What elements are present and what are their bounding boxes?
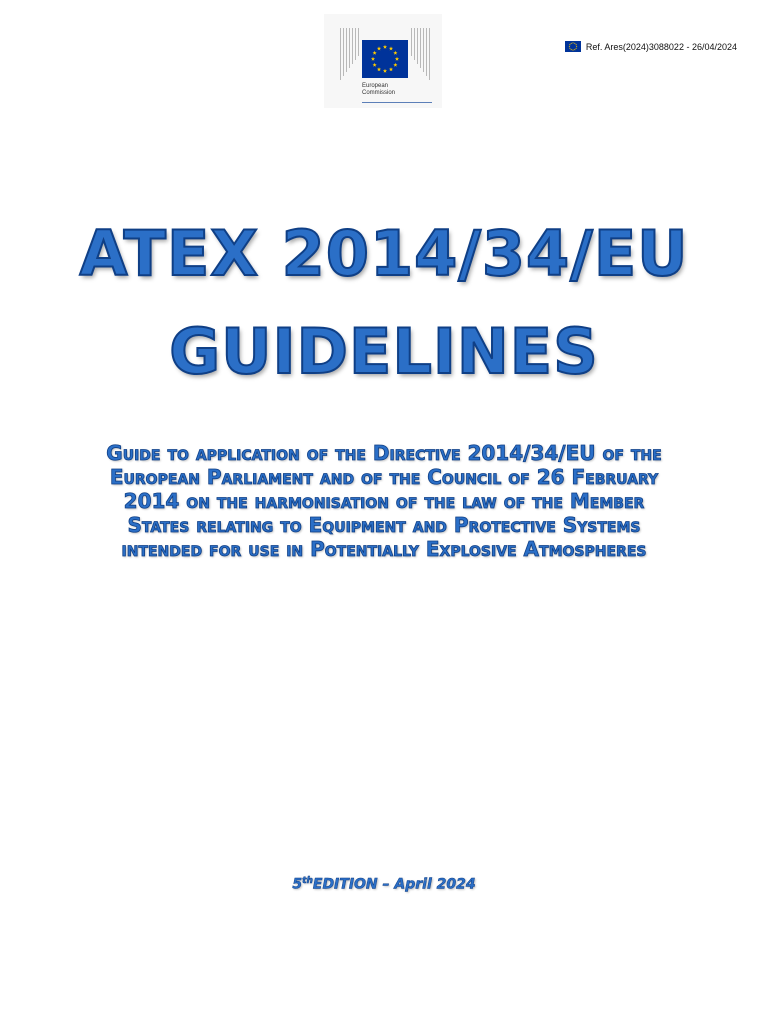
eu-flag-icon [362,40,408,78]
title-line-1: ATEX 2014/34/EU [79,217,689,290]
edition-number: 5 [292,876,303,893]
eu-flag-icon [565,41,581,52]
logo-label-line1: European [362,83,389,89]
logo-label-line2: Commission [362,90,396,96]
logo-label [362,83,395,97]
european-commission-logo [324,14,442,108]
logo-rule [362,102,432,103]
building-lines-left [338,28,360,80]
building-lines-right [410,28,432,80]
title-line-2: GUIDELINES [169,315,599,388]
reference-stamp [565,41,737,52]
document-subtitle: Guide to application of the Directive 2014/34/EU of the European Parliament and of the Council of 26 February 2014 on the harmonisation of the law of the Member States relating to Equipment and Protective Systems intended for use in Potentially Explosive Atmospheres [106,441,662,561]
edition-ordinal: th [302,876,313,886]
edition-label: EDITION – April 2024 [312,876,476,893]
edition-line [0,876,768,893]
document-title [0,205,768,401]
reference-text: Ref. Ares(2024)3088022 - 26/04/2024 [585,41,737,52]
